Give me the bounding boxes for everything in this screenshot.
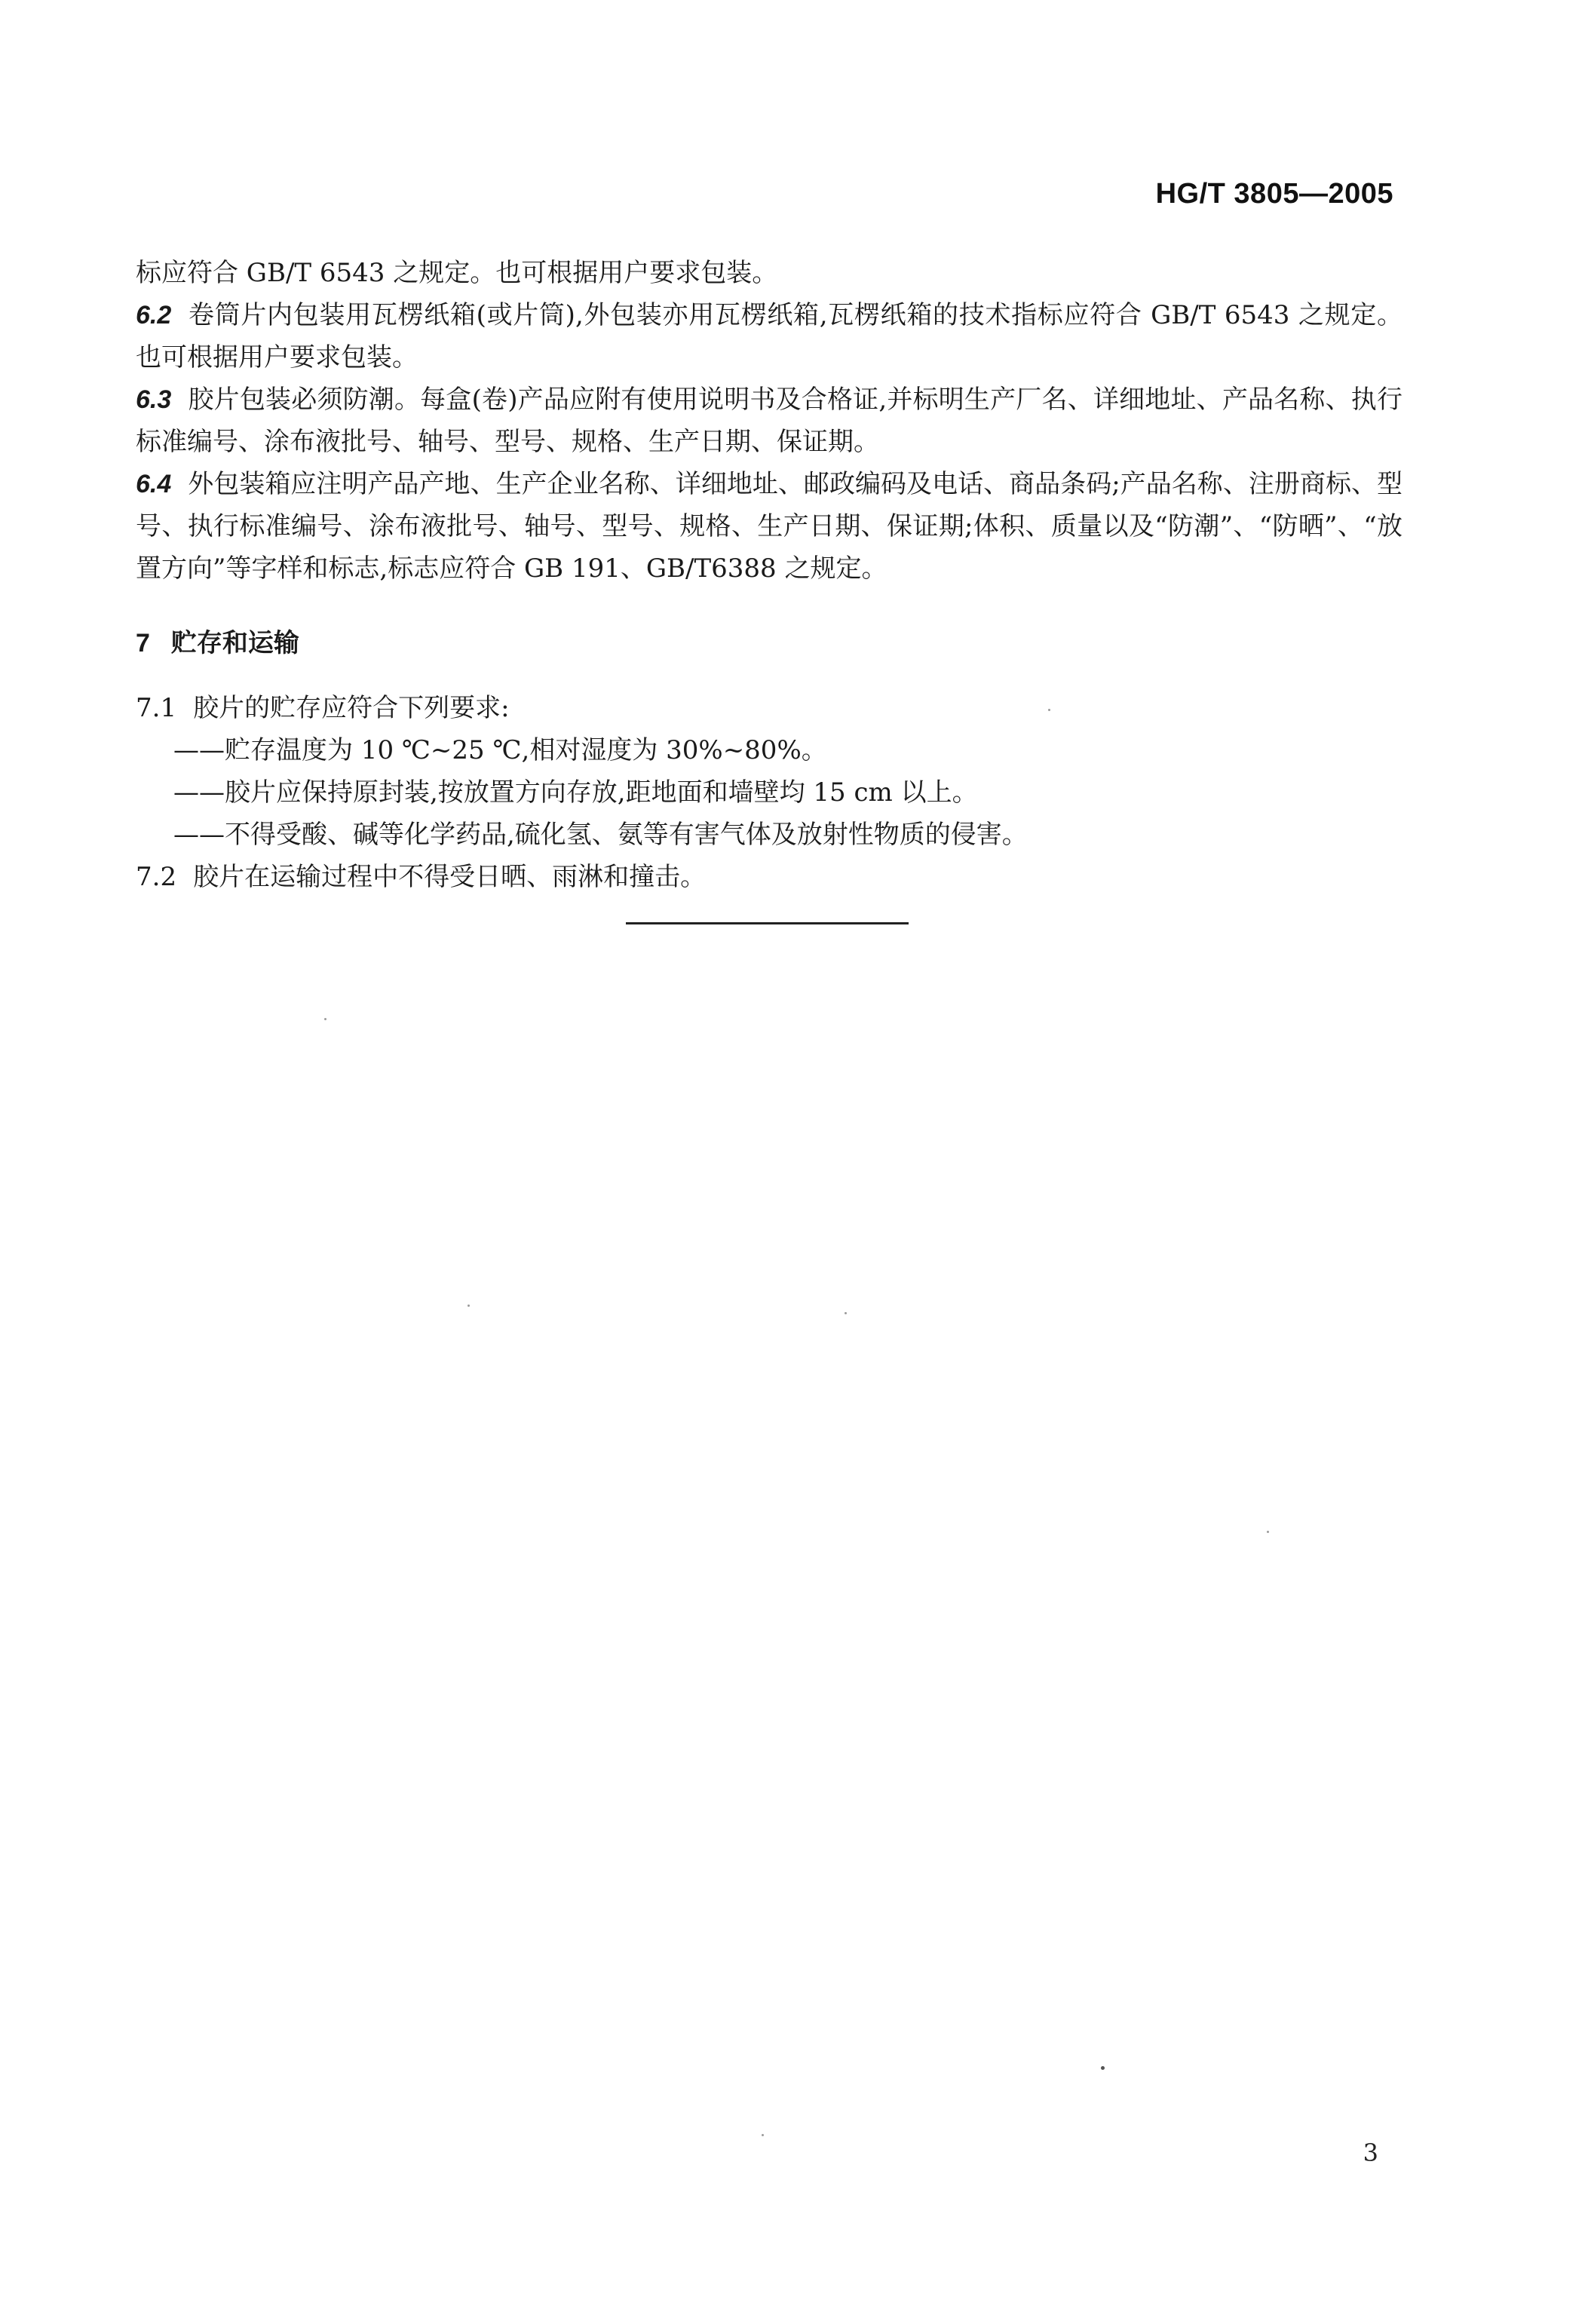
clause-7-1 <box>136 687 1402 729</box>
scan-speck <box>467 1305 470 1307</box>
section-number: 7 <box>136 629 150 658</box>
clause-text: 胶片的贮存应符合下列要求: <box>193 693 510 723</box>
clause-7-heading-block <box>136 622 1402 664</box>
clause-text: 胶片在运输过程中不得受日晒、雨淋和撞击。 <box>193 862 707 892</box>
standard-number: HG/T 3805—2005 <box>1155 178 1393 210</box>
clause-7-body <box>136 687 1402 898</box>
clause-number: 7.2 <box>136 862 177 892</box>
clause-6-2 <box>136 294 1402 379</box>
clause-6-body <box>136 252 1402 590</box>
section-title: 贮存和运输 <box>170 628 299 658</box>
continuation-paragraph: 标应符合 GB/T 6543 之规定。也可根据用户要求包装。 <box>136 258 778 288</box>
clause-text: 外包装箱应注明产品产地、生产企业名称、详细地址、邮政编码及电话、商品条码;产品名称、注册商标、型号、执行标准编号、涂布液批号、轴号、型号、规格、生产日期、保证期;体积、质量以及“防潮”、“防晒”、“放置方向”等字样和标志,标志应符合 GB 191、GB/T6388 之规定。 <box>136 469 1402 584</box>
scan-speck <box>1048 709 1050 711</box>
list-item: ——不得受酸、碱等化学药品,硫化氢、氨等有害气体及放射性物质的侵害。 <box>173 820 1028 850</box>
list-item: ——胶片应保持原封装,按放置方向存放,距地面和墙壁均 15 cm 以上。 <box>173 777 978 808</box>
clause-number: 6.4 <box>136 470 172 498</box>
clause-6-3 <box>136 379 1402 463</box>
list-item: ——贮存温度为 10 ℃~25 ℃,相对湿度为 30%~80%。 <box>173 735 827 765</box>
clause-number: 6.3 <box>136 385 172 414</box>
scan-speck <box>1267 1531 1269 1533</box>
end-of-document-rule <box>626 922 909 924</box>
clause-number: 7.1 <box>136 693 177 723</box>
scan-speck <box>1101 2066 1105 2070</box>
clause-text: 卷筒片内包装用瓦楞纸箱(或片筒),外包装亦用瓦楞纸箱,瓦楞纸箱的技术指标应符合 GB/T 6543 之规定。也可根据用户要求包装。 <box>136 300 1402 373</box>
clause-6-4 <box>136 463 1402 590</box>
scan-speck <box>324 1018 326 1020</box>
clause-number: 6.2 <box>136 301 172 330</box>
clause-7-2 <box>136 856 1402 898</box>
page-number: 3 <box>1363 2139 1378 2167</box>
scan-speck <box>845 1312 847 1314</box>
scan-speck <box>762 2134 764 2136</box>
clause-text: 胶片包装必须防潮。每盒(卷)产品应附有使用说明书及合格证,并标明生产厂名、详细地址、产品名称、执行标准编号、涂布液批号、轴号、型号、规格、生产日期、保证期。 <box>136 385 1402 457</box>
section-heading <box>136 622 1402 664</box>
